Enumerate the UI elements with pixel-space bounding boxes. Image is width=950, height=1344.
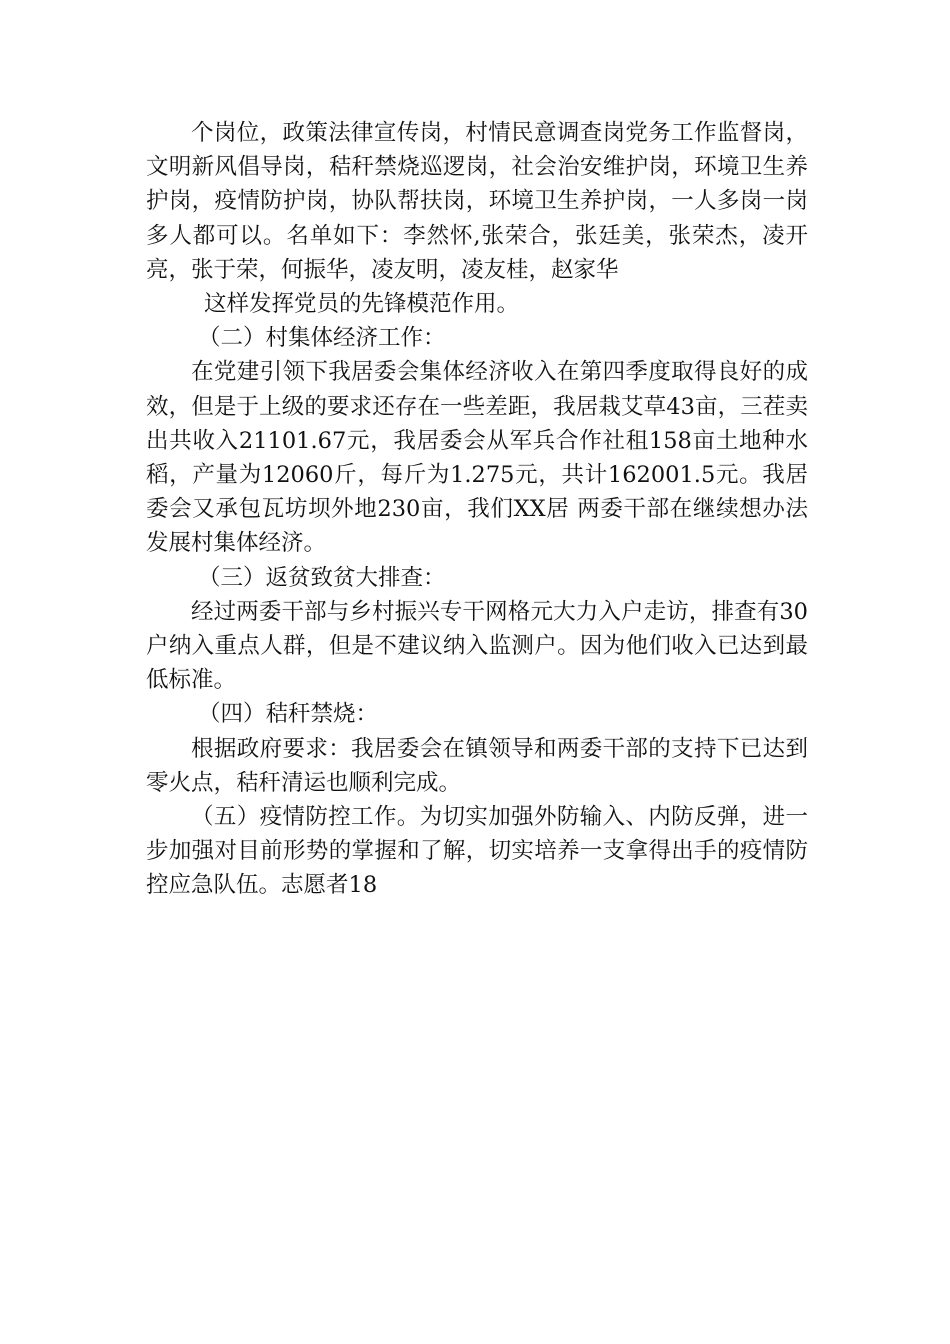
paragraph-epidemic-control: （五）疫情防控工作。为切实加强外防输入、内防反弹，进一步加强对目前形势的掌握和了解，切实培养一支拿得出手的疫情防控应急队伍。志愿者18 (146, 804, 808, 899)
section-heading-collective-economy: （二）村集体经济工作： (198, 325, 446, 352)
document-page (146, 116, 808, 903)
paragraph-collective-economy: 在党建引领下我居委会集体经济收入在第四季度取得良好的成效，但是于上级的要求还存在一些差距，我居栽艾草43亩，三茬卖出共收入21101.67元，我居委会从军兵合作社租158亩土地种水稻，产量为12060斤，每斤为1.275元，共计162001.5元。我居委会又承包瓦坊坝外地230亩，我们XX居 两委干部在继续想办法发展村集体经济。 (146, 359, 808, 557)
paragraph-positions-list: 个岗位，政策法律宣传岗，村情民意调查岗党务工作监督岗，文明新风倡导岗，秸秆禁烧巡逻岗，社会治安维护岗，环境卫生养护岗，疫情防护岗，协队帮扶岗，环境卫生养护岗，一人多岗一岗多人都可以。名单如下：李然怀,张荣合，张廷美，张荣杰，凌开亮，张于荣，何振华，凌友明，凌友桂，赵家华 (146, 120, 808, 283)
paragraph-party-role: 这样发挥党员的先锋模范作用。 (204, 291, 520, 318)
paragraph-straw-burning-ban: 根据政府要求：我居委会在镇领导和两委干部的支持下已达到零火点，秸秆清运也顺利完成。 (146, 735, 808, 796)
paragraph-poverty-check: 经过两委干部与乡村振兴专干网格元大力入户走访，排查有30户纳入重点人群，但是不建议纳入监测户。因为他们收入已达到最低标准。 (146, 598, 808, 694)
section-heading-poverty-check: （三）返贫致贫大排查： (198, 564, 446, 591)
section-heading-straw-burning-ban: （四）秸秆禁烧： (198, 701, 379, 728)
